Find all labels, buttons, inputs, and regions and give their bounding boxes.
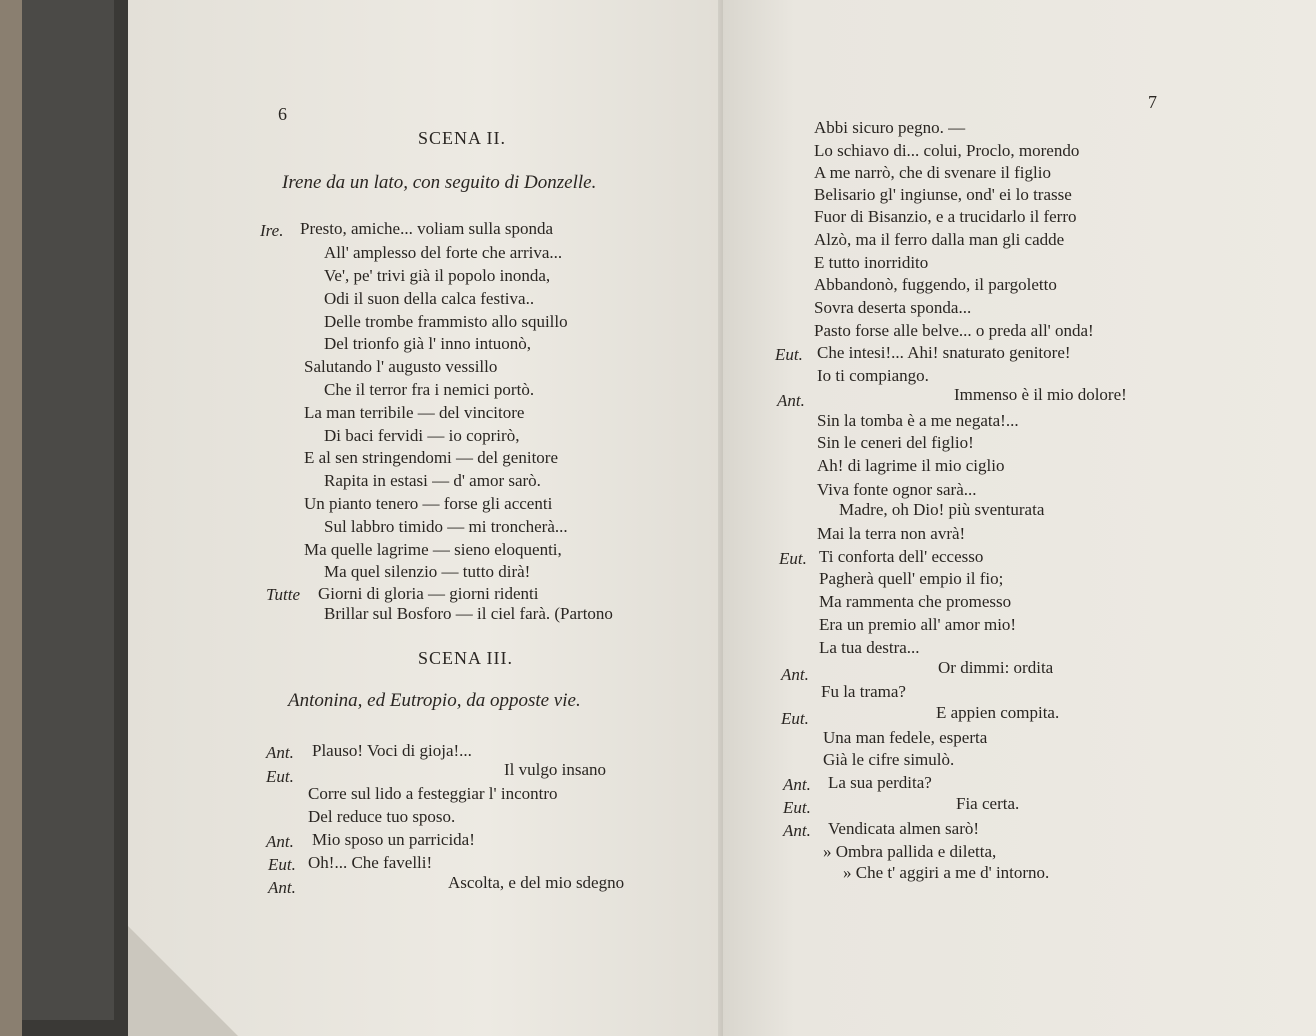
verse-line: Fu la trama? [821, 682, 906, 701]
verse-line: Io ti compiango. [817, 366, 929, 385]
verse-line: Salutando l' augusto vessillo [304, 357, 498, 376]
verse-line: Sul labbro timido — mi troncherà... [324, 517, 568, 536]
verse-line: All' amplesso del forte che arriva... [324, 243, 563, 262]
verse-line: Ma rammenta che promesso [819, 592, 1012, 611]
scene-title-iii: SCENA III. [418, 648, 513, 668]
board-inner-panel [22, 0, 114, 1020]
cast-line-scene-iii: Antonina, ed Eutropio, da opposte vie. [288, 690, 581, 711]
verse-line: Abbi sicuro pegno. — [814, 118, 966, 137]
verse-line: Corre sul lido a festeggiar l' incontro [308, 784, 558, 803]
right-page [723, 0, 1316, 1036]
verse-line: Alzò, ma il ferro dalla man gli cadde [814, 230, 1065, 249]
verse-line: Mio sposo un parricida! [312, 830, 475, 849]
verse-line: La man terribile — del vincitore [304, 403, 525, 422]
open-book [128, 0, 1316, 1036]
verse-line: Sin le ceneri del figlio! [817, 433, 974, 452]
verse-line: Giorni di gloria — giorni ridenti [318, 584, 539, 603]
verse-line: Di baci fervidi — io coprirò, [324, 426, 520, 445]
verse-line: Pagherà quell' empio il fio; [819, 569, 1004, 588]
page-number-right: 7 [1148, 92, 1157, 112]
verse-line: Sovra deserta sponda... [814, 298, 972, 317]
verse-line: Viva fonte ognor sarà... [817, 480, 977, 499]
verse-line: Che il terror fra i nemici portò. [324, 380, 535, 399]
verse-line: E al sen stringendomi — del genitore [304, 448, 558, 467]
folded-corner [128, 926, 238, 1036]
cast-line-scene-ii: Irene da un lato, con seguito di Donzelle. [282, 172, 597, 193]
scene-title-ii: SCENA II. [418, 128, 507, 148]
speaker-label: Ant. [266, 832, 294, 851]
speaker-label: Eut. [775, 345, 803, 364]
verse-line: Ma quelle lagrime — sieno eloquenti, [304, 540, 562, 559]
verse-line: Del trionfo già l' inno intuonò, [324, 334, 532, 353]
speaker-label: Eut. [781, 709, 809, 728]
verse-line: Belisario gl' ingiunse, ond' ei lo trasse [814, 185, 1072, 204]
speaker-label: Ant. [268, 878, 296, 897]
verse-line: Pasto forse alle belve... o preda all' onda! [814, 321, 1094, 340]
verse-line: Una man fedele, esperta [823, 728, 988, 747]
verse-line: Ma quel silenzio — tutto dirà! [324, 562, 531, 581]
verse-line: Sin la tomba è a me negata!... [817, 411, 1019, 430]
verse-line: La sua perdita? [828, 773, 932, 792]
speaker-label: Tutte [266, 585, 301, 604]
verse-line: La tua destra... [819, 638, 920, 657]
verse-line: Madre, oh Dio! più sventurata [839, 500, 1045, 519]
verse-line: Vendicata almen sarò! [828, 819, 980, 838]
speaker-label: Eut. [266, 767, 294, 786]
speaker-label: Eut. [783, 798, 811, 817]
verse-line: Odi il suon della calca festiva.. [324, 289, 535, 308]
verse-line: Un pianto tenero — forse gli accenti [304, 494, 553, 513]
verse-line: A me narrò, che di svenare il figlio [814, 163, 1051, 182]
left-page [128, 0, 723, 1036]
verse-line: Era un premio all' amor mio! [819, 615, 1017, 634]
verse-line: Oh!... Che favelli! [308, 853, 433, 872]
speaker-label: Ire. [260, 221, 284, 240]
verse-line: Lo schiavo di... colui, Proclo, morendo [814, 141, 1080, 160]
verse-line: Rapita in estasi — d' amor sarò. [324, 471, 541, 490]
verse-line: E tutto inorridito [814, 253, 929, 272]
dark-backing-board [0, 0, 130, 1036]
speaker-label: Ant. [783, 821, 811, 840]
speaker-label: Eut. [779, 549, 807, 568]
speaker-label: Ant. [777, 391, 805, 410]
page-number-left: 6 [278, 104, 287, 124]
speaker-label: Ant. [783, 775, 811, 794]
verse-line: E appien compita. [936, 703, 1060, 722]
verse-line: Fia certa. [956, 794, 1020, 813]
verse-line: Mai la terra non avrà! [817, 524, 966, 543]
verse-line: Delle trombe frammisto allo squillo [324, 312, 568, 331]
verse-line: Già le cifre simulò. [823, 750, 955, 769]
verse-line: Del reduce tuo sposo. [308, 807, 456, 826]
verse-line: Fuor di Bisanzio, e a trucidarlo il ferro [814, 207, 1077, 226]
verse-line: Il vulgo insano [504, 760, 606, 779]
verse-line: Che intesi!... Ahi! snaturato genitore! [817, 343, 1071, 362]
verse-line: Immenso è il mio dolore! [954, 385, 1127, 404]
verse-line: » Che t' aggiri a me d' intorno. [843, 863, 1050, 882]
board-edge-strip [0, 0, 22, 1036]
speaker-label: Eut. [268, 855, 296, 874]
verse-line: Ti conforta dell' eccesso [819, 547, 984, 566]
verse-line: Presto, amiche... voliam sulla sponda [300, 219, 554, 238]
verse-line: Ve', pe' trivi già il popolo inonda, [324, 266, 551, 285]
verse-line: Or dimmi: ordita [938, 658, 1054, 677]
verse-line: Abbandonò, fuggendo, il pargoletto [814, 275, 1057, 294]
verse-line: » Ombra pallida e diletta, [823, 842, 997, 861]
verse-line: Brillar sul Bosforo — il ciel farà. (Partono [324, 604, 613, 623]
verse-line: Plauso! Voci di gioja!... [312, 741, 472, 760]
speaker-label: Ant. [781, 665, 809, 684]
verse-line: Ah! di lagrime il mio ciglio [817, 456, 1005, 475]
speaker-label: Ant. [266, 743, 294, 762]
verse-line: Ascolta, e del mio sdegno [448, 873, 625, 892]
